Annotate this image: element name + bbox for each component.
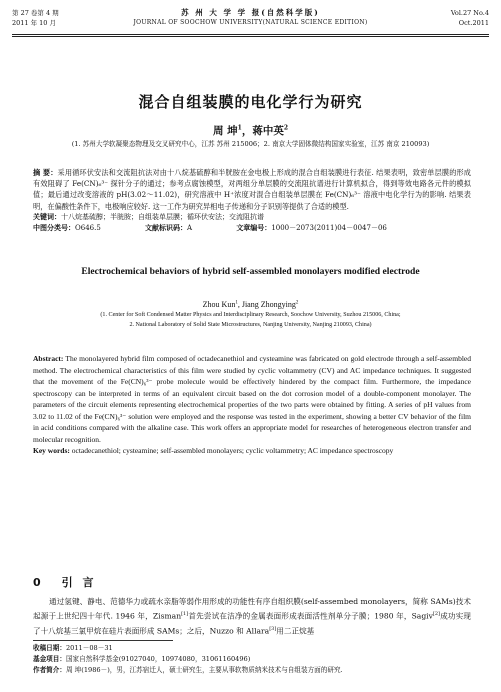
issue-info-en bbox=[451, 8, 489, 28]
article-id-group bbox=[236, 224, 387, 232]
author-affiliation-mark: 2 bbox=[283, 124, 289, 132]
intro-text: 首先尝试在洁净的金属表面形成表面活性剂单分子膜；1980 年，Sagiv bbox=[188, 611, 433, 621]
bio-label: 作者简介： bbox=[33, 666, 66, 674]
keywords-cn bbox=[33, 212, 471, 223]
abstract-en bbox=[33, 353, 471, 457]
author-affiliation-mark: 1 bbox=[235, 300, 238, 306]
footnote-divider bbox=[33, 640, 173, 641]
footnote-received bbox=[33, 643, 471, 654]
citation-ref: [3] bbox=[269, 625, 277, 632]
intro-text: 用二正烷基 bbox=[276, 626, 315, 636]
journal-name bbox=[12, 8, 489, 28]
date-en: Oct.2011 bbox=[458, 19, 489, 27]
clc-group bbox=[33, 224, 101, 232]
abstract-en-body bbox=[33, 353, 471, 445]
affiliation-en bbox=[20, 311, 481, 330]
fund-text: 国家自然科学基金(91027040，10974080，31061160496) bbox=[65, 655, 251, 663]
intro-text: 通过氢键、静电、范德华力或疏水亲脂等弱作用形成的功能性有序自组织膜(self-assembed monolayers，简称 SAMs)技术起源于上世纪四十年代. 1946 年，Zisman bbox=[33, 597, 471, 621]
received-label: 收稿日期： bbox=[33, 644, 66, 652]
keywords-en-text: octadecanethiol; cysteamine; self-assembled monolayers; cyclic voltammetry; AC impedance spectroscopy bbox=[71, 446, 394, 455]
author-name-en: Jiang Zhongying bbox=[241, 300, 296, 309]
volume-issue-cn: 第 27 卷第 4 期 bbox=[12, 9, 59, 17]
section-number: 0 bbox=[33, 576, 44, 589]
doc-code-group bbox=[145, 224, 192, 232]
abstract-cn-text: 采用循环伏安法和交流阻抗法对由十八烷基硫醇和半胱胺在金电极上形成的混合自组装膜进行表征. 结果表明，致密单层膜的形成有效阻碍了 Fe(CN)₆³⁻ 探针分子的通过；参考点腐蚀模型，对两组分单层膜的交流阻抗谱进行计算机拟合，得到等效电路各元件的模拟值；最后通过改变溶液的 pH(3.02～11.02)，研究溶液中 H⁺浓度对混合自组装单层膜在 Fe(CN)₆³⁻ 溶液中电化学行为的影响. 结果表明，在偏酸性条件下，电极响应较好. 这一工作为研究异相电子传递和分子识别等提供了合适的模型. bbox=[33, 168, 471, 211]
author-affiliation-mark: 1 bbox=[237, 124, 242, 132]
author-affiliation-mark: 2 bbox=[295, 300, 299, 306]
paper-title-cn: 混合自组装膜的电化学行为研究 bbox=[138, 93, 363, 111]
running-header bbox=[12, 8, 489, 34]
header-divider bbox=[12, 34, 489, 37]
footnote-bio bbox=[33, 665, 471, 676]
abstract-cn-label: 摘 要： bbox=[33, 168, 58, 177]
section-title: 引 言 bbox=[61, 576, 97, 589]
author-separator: ， bbox=[241, 125, 253, 137]
intro-paragraph bbox=[33, 595, 471, 638]
keywords-cn-label: 关键词： bbox=[33, 212, 61, 221]
affiliation-en-line: (1. Center for Soft Condensed Matter Physics and Interdisciplinary Research, Soochow University, Suzhou 215006, China; bbox=[100, 312, 401, 318]
keywords-en bbox=[33, 445, 471, 457]
author-name: 周 坤 bbox=[212, 125, 238, 137]
journal-name-cn: 苏 州 大 学 学 报(自然科学版) bbox=[181, 8, 320, 17]
clc-label: 中图分类号： bbox=[33, 223, 75, 232]
journal-name-en: JOURNAL OF SOOCHOW UNIVERSITY(NATURAL SCIENCE EDITION) bbox=[133, 19, 368, 26]
abstract-en-label: Abstract: bbox=[33, 354, 64, 363]
abstract-cn-body bbox=[33, 167, 471, 212]
date-cn: 2011 年 10 月 bbox=[12, 19, 57, 27]
section-heading bbox=[33, 574, 97, 590]
received-date: 2011－08－31 bbox=[65, 644, 113, 652]
author-name-en: Zhou Kun bbox=[202, 300, 236, 309]
clc-value: O646.5 bbox=[75, 223, 101, 232]
citation-ref: [2] bbox=[432, 611, 440, 618]
doc-code-value: A bbox=[187, 223, 193, 232]
intro-text: 成功实现了十八烷基三氯甲烷在硅片表面形成 SAMs；之后，Nuzzo 和 Allara bbox=[33, 611, 471, 636]
author-name: 蒋中英 bbox=[252, 125, 284, 137]
fund-label: 基金项目： bbox=[33, 655, 66, 663]
abstract-cn bbox=[33, 167, 471, 234]
affiliation-cn: (1. 苏州大学软凝聚态物理及交叉研究中心，江苏 苏州 215006；2. 南京大学固体微结构国家实验室，江苏 南京 210093) bbox=[71, 140, 430, 148]
authors-cn bbox=[0, 123, 501, 138]
bio-text: 周 坤(1986－)，男，江苏宿迁人，硕士研究生，主要从事软物质纳米技术与自组装方面的研究. bbox=[65, 666, 343, 674]
doc-code-label: 文献标识码： bbox=[145, 223, 188, 232]
keywords-en-label: Key words: bbox=[33, 446, 70, 455]
footnotes bbox=[33, 643, 471, 676]
volume-issue-en: Vol.27 No.4 bbox=[450, 9, 489, 17]
keywords-cn-text: 十八烷基硫醇；半胱胺；自组装单层膜；循环伏安法；交流阻抗谱 bbox=[61, 212, 264, 221]
author-separator: , bbox=[237, 300, 242, 309]
article-id-value: 1000－2073(2011)04－0047－06 bbox=[271, 223, 387, 232]
footnote-fund bbox=[33, 654, 471, 665]
paper-title-en: Electrochemical behaviors of hybrid self-assembled monolayers modified electrode bbox=[81, 266, 420, 277]
affiliation-en-line: 2. National Laboratory of Solid State Microstructures, Nanjing University, Nanjing 210093, China) bbox=[129, 321, 372, 328]
citation-ref: [1] bbox=[181, 611, 189, 618]
article-id-label: 文章编号： bbox=[236, 223, 272, 232]
classification-line bbox=[33, 223, 471, 234]
abstract-en-text: The monolayered hybrid film composed of octadecanethiol and cysteamine was fabricated on gold electrode through a self-assembled method. The electrochemical characteristics of this film were studied by cyclic voltammetry (CV) and AC impedance techniques. It suggested that the movement of the Fe(CN)₆³⁻ probe molecule would be effectively hindered by the compact film. Furthermore, the impedance spectroscopy can be interpreted in terms of an equivalent circuit based on the dot corrosion model of a double-component monolayer. The parameters of the circuit elements representing electrochemical properties of the two parts were obtained by fitting. A series of pH values from 3.02 to 11.02 of the Fe(CN)₆³⁻ solution were employed and the response was tested in the experiment, showing a better CV behavior of the film in acid conditions compared with the alkaline case. This work offers an appropriate model for researches of heterogeneous electron transfer and molecular recognition. bbox=[33, 354, 471, 444]
authors-en bbox=[0, 300, 501, 309]
